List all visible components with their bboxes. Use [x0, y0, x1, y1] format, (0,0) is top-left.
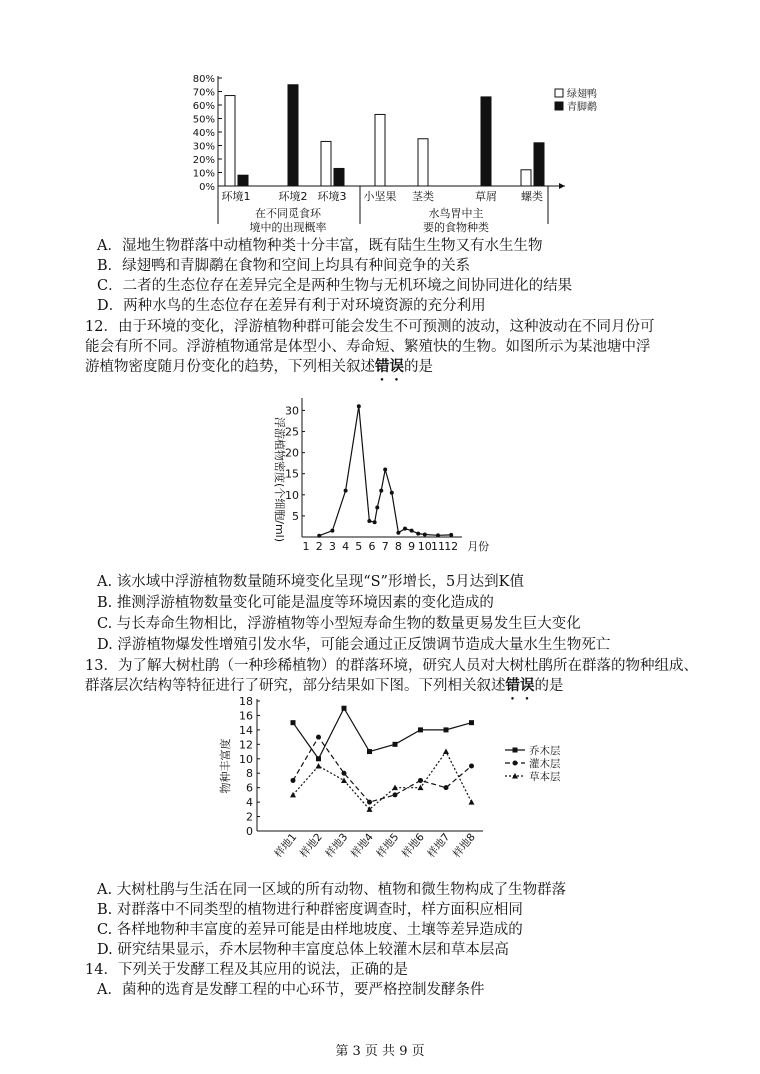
series-point-1 [418, 778, 423, 783]
x-category-label: 样地3 [323, 831, 351, 861]
x-category-label: 环境2 [278, 190, 308, 203]
x-tick-label: 8 [394, 540, 402, 553]
series-point-0 [316, 756, 321, 761]
series-point-2 [316, 763, 322, 769]
density-point [383, 468, 387, 472]
density-point [317, 534, 321, 538]
density-point [436, 533, 440, 537]
series-point-2 [290, 792, 296, 798]
group-label-1-line-1: 在不同觅食环 [255, 207, 321, 220]
y-tick-label: 16 [239, 709, 253, 723]
q12-stem-line-1: 12．由于环境的变化，浮游植物种群可能会发生不可预测的波动，这种波动在不同月份可 [85, 319, 655, 335]
legend-label: 青脚鹬 [567, 102, 597, 113]
y-tick-label: 20% [192, 155, 215, 166]
x-tick-label: 9 [408, 540, 416, 553]
q12-stem-line-2: 能会有所不同。浮游植物通常是体型小、寿命短、繁殖快的生物。如图所示为某池塘中浮 [85, 339, 651, 355]
q12-stem-pre: 游植物密度随月份变化的趋势，下列相关叙述 [85, 359, 375, 375]
species-richness-chart [215, 695, 585, 875]
y-tick-label: 18 [239, 695, 253, 708]
x-tick-label: 3 [328, 540, 336, 553]
density-point [410, 529, 414, 533]
q12-option-c: C. 与长寿命生物相比，浮游植物等小型短寿命生物的数量更易发生巨大变化 [97, 616, 581, 632]
x-category-label: 样地7 [425, 831, 453, 861]
density-point [344, 489, 348, 493]
series-point-1 [444, 785, 449, 790]
series-point-2 [469, 799, 475, 805]
y-tick-label: 10 [239, 752, 253, 766]
q13-stem-emphasis: 错误 [505, 677, 535, 694]
series-point-1 [291, 778, 296, 783]
bar-lvchiya [521, 170, 531, 186]
bar-qingjiaoyu [238, 175, 248, 186]
legend-marker [513, 748, 518, 753]
q11-option-a: A．湿地生物群落中动植物种类十分丰富，既有陆生生物又有水生生物 [97, 238, 543, 254]
q11-option-b: B．绿翅鸭和青脚鹬在食物和空间上均具有种间竞争的关系 [97, 258, 471, 274]
y-tick-label: 15 [285, 467, 299, 481]
y-tick-label: 30 [285, 404, 299, 418]
x-category-label: 样地4 [348, 831, 376, 861]
bar-qingjiaoyu [288, 85, 298, 186]
density-point [367, 519, 371, 523]
y-tick-label: 25 [285, 425, 299, 439]
y-tick-label: 10% [192, 168, 215, 180]
q13-stem-post: 的是 [534, 678, 564, 694]
bar-lvchiya [375, 114, 385, 186]
q13-stem-pre: 群落层次结构等特征进行了研究，部分结果如下图。下列相关叙述 [85, 678, 506, 694]
density-point [330, 529, 334, 533]
q12-stem-post: 的是 [404, 359, 433, 375]
series-point-2 [443, 749, 449, 755]
q13-option-b: B. 对群落中不同类型的植物进行种群密度调查时，样方面积应相同 [97, 902, 523, 918]
q12-stem-line-3 [85, 357, 433, 384]
q12-option-a: A. 该水域中浮游植物数量随环境变化呈现“S”形增长，5月达到K值 [97, 574, 525, 590]
page-number: 第 3 页 共 9 页 [335, 1044, 425, 1059]
y-tick-label: 8 [246, 767, 253, 781]
density-point [449, 533, 453, 537]
density-point [390, 491, 394, 495]
plankton-density-chart [262, 392, 502, 567]
series-line-1 [293, 737, 472, 802]
x-category-label: 样地6 [399, 831, 427, 861]
legend-label: 灌木层 [529, 758, 561, 770]
legend-label: 绿翅鸭 [567, 89, 597, 100]
bar-lvchiya [418, 139, 428, 186]
x-tick-label: 7 [381, 540, 389, 553]
series-point-0 [444, 727, 449, 732]
series-point-1 [393, 792, 398, 797]
series-point-0 [418, 727, 423, 732]
y-tick-label: 20 [285, 446, 299, 460]
q11-option-d: D．两种水鸟的生态位存在差异有利于对环境资源的充分利用 [97, 298, 486, 314]
x-tick-label: 10 [417, 540, 432, 553]
group-label-2-line-2: 要的食物种类 [423, 221, 489, 234]
density-point [416, 532, 420, 536]
y-tick-label: 30% [192, 141, 215, 153]
series-point-1 [316, 735, 321, 740]
series-point-1 [342, 771, 347, 776]
group-label-2-line-1: 水鸟胃中主 [428, 207, 484, 220]
bar-qingjiaoyu [534, 143, 544, 186]
q14-stem: 14．下列关于发酵工程及其应用的说法，正确的是 [85, 962, 408, 978]
y-tick-label: 4 [246, 796, 253, 810]
x-category-label: 样地8 [450, 831, 478, 861]
y-axis-label: 物种丰富度 [219, 738, 232, 794]
y-axis-label: 浮游植物密度(个细胞/ml) [273, 416, 286, 543]
y-tick-label: 6 [246, 781, 253, 795]
legend-swatch [555, 102, 563, 110]
x-category-label: 环境1 [221, 190, 251, 203]
x-axis-unit: 月份 [467, 540, 490, 553]
x-axis-arrow [559, 183, 565, 189]
legend-label: 草本层 [529, 771, 561, 783]
series-point-0 [393, 742, 398, 747]
density-point [357, 404, 361, 408]
x-tick-label: 11 [431, 540, 445, 553]
series-point-2 [341, 777, 347, 783]
x-category-label: 草屑 [475, 190, 497, 203]
q14-option-a: A．菌种的选育是发酵工程的中心环节，要严格控制发酵条件 [97, 982, 485, 998]
x-tick-label: 5 [355, 540, 363, 553]
y-tick-label: 80% [192, 74, 215, 85]
y-tick-label: 0 [246, 825, 253, 838]
x-category-label: 小坚果 [363, 190, 397, 203]
q12-option-b: B. 推测浮游植物数量变化可能是温度等环境因素的变化造成的 [97, 595, 494, 611]
y-tick-label: 2 [246, 810, 253, 824]
bar-qingjiaoyu [334, 168, 344, 186]
bird-bar-chart [180, 68, 610, 238]
y-tick-label: 40% [192, 128, 215, 139]
bar-qingjiaoyu [481, 97, 491, 186]
bar-lvchiya [321, 141, 331, 186]
x-tick-label: 4 [342, 540, 350, 553]
y-tick-label: 10 [285, 488, 299, 502]
density-point [403, 527, 407, 531]
series-point-0 [367, 749, 372, 754]
x-category-label: 螺类 [521, 190, 543, 203]
x-tick-label: 6 [368, 540, 376, 553]
y-tick-label: 50% [192, 114, 215, 126]
series-point-0 [342, 706, 347, 711]
density-point [375, 505, 379, 509]
x-category-label: 样地5 [374, 831, 402, 861]
series-point-0 [469, 720, 474, 725]
x-tick-label: 2 [315, 540, 323, 553]
y-tick-label: 70% [192, 87, 215, 99]
group-label-1-line-2: 境中的出现概率 [249, 221, 327, 234]
q13-stem-line-1: 13．为了解大树杜鹃（一种珍稀植物）的群落环境，研究人员对大树杜鹃所在群落的物种组成、 [85, 658, 698, 674]
q13-option-a: A. 大树杜鹃与生活在同一区域的所有动物、植物和微生物构成了生物群落 [97, 882, 567, 898]
x-tick-label: 12 [444, 540, 459, 553]
q12-stem-emphasis: 错误 [375, 358, 404, 375]
q13-option-c: C. 各样地物种丰富度的差异可能是由样地坡度、土壤等差异造成的 [97, 922, 523, 938]
series-point-1 [469, 764, 474, 769]
q12-option-d: D. 浮游植物爆发性增殖引发水华，可能会通过正反馈调节造成大量水生生物死亡 [97, 637, 611, 653]
y-tick-label: 5 [292, 509, 299, 523]
density-point [379, 489, 383, 493]
legend-label: 乔木层 [529, 745, 561, 757]
x-category-label: 样地2 [297, 831, 325, 861]
q13-option-d: D. 研究结果显示，乔木层物种丰富度总体上较灌木层和草本层高 [97, 942, 509, 958]
bar-lvchiya [225, 96, 235, 186]
density-point [373, 520, 377, 524]
x-category-label: 茎类 [412, 190, 434, 203]
legend-marker [513, 761, 518, 766]
y-tick-label: 12 [239, 738, 253, 752]
y-tick-label: 14 [239, 723, 253, 737]
q11-option-c: C．二者的生态位存在差异完全是两种生物与无机环境之间协同进化的结果 [97, 278, 573, 294]
x-category-label: 环境3 [317, 190, 347, 203]
y-tick-label: 60% [192, 101, 215, 112]
legend-swatch [555, 89, 563, 97]
density-point [423, 532, 427, 536]
x-category-label: 样地1 [272, 831, 300, 861]
x-tick-label: 1 [302, 540, 310, 553]
density-point [396, 531, 400, 535]
y-tick-label: 0% [199, 182, 215, 193]
series-point-0 [291, 720, 296, 725]
series-point-1 [367, 800, 372, 805]
